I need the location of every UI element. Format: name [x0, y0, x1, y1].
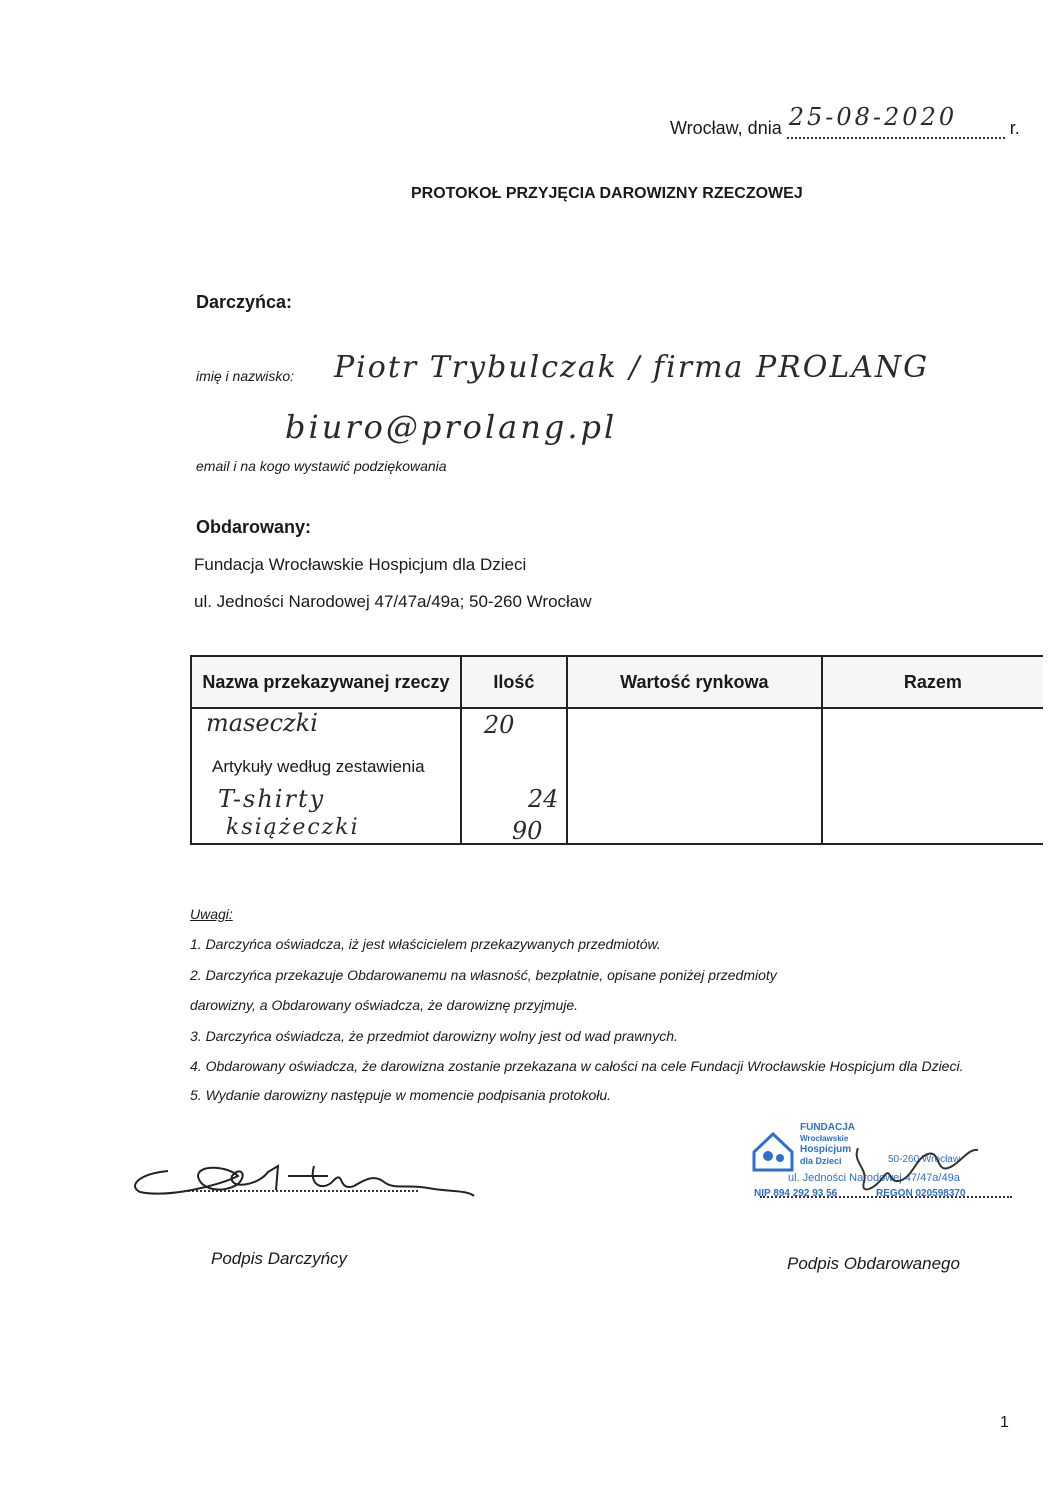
table-row-1-qty: 20 — [483, 711, 515, 739]
stamp-line-3: Hospicjum — [800, 1144, 852, 1155]
table-row-4-qty: 90 — [511, 817, 543, 845]
place-prefix: Wrocław, dnia — [670, 118, 782, 138]
remark-item: 2. Darczyńca przekazuje Obdarowanemu na własność, bezpłatnie, opisane poniżej przedmioty — [190, 967, 777, 983]
recipient-address: ul. Jedności Narodowej 47/47a/49a; 50-260 Wrocław — [194, 592, 592, 611]
stamp-line-2: Wrocławskie — [800, 1134, 849, 1143]
stamp-line-1: FUNDACJA — [800, 1122, 855, 1133]
header-value: Wartość rynkowa — [567, 656, 822, 708]
remark-item: 4. Obdarowany oświadcza, że darowizna zostanie przekazana w całości na cele Fundacji Wrocławskie Hospicjum dla Dzieci. — [190, 1058, 964, 1074]
stamp-line-4: dla Dzieci — [800, 1156, 842, 1166]
date-value: 25-08-2020 — [788, 103, 958, 131]
remark-item: 5. Wydanie darowizny następuje w momencie podpisania protokołu. — [190, 1087, 612, 1103]
stamp-line-8: REGON 020598370 — [876, 1188, 966, 1199]
page-number: 1 — [1000, 1414, 1009, 1431]
remark-item: darowizny, a Obdarowany oświadcza, że darowiznę przyjmuje. — [190, 997, 579, 1013]
stamp-line-7: NIP 894 292 93 56 — [754, 1188, 838, 1199]
header-total: Razem — [822, 656, 1043, 708]
table-cell-total — [822, 708, 1043, 844]
donor-signature — [128, 1146, 488, 1216]
table-cell-value — [567, 708, 822, 844]
house-logo-icon — [750, 1128, 796, 1174]
page-title: PROTOKOŁ PRZYJĘCIA DAROWIZNY RZECZOWEJ — [411, 185, 803, 202]
header-qty: Ilość — [461, 656, 567, 708]
donor-name-value: Piotr Trybulczak / firma PROLANG — [334, 350, 930, 385]
table-row-1-name: maseczki — [206, 709, 318, 737]
recipient-signature-label: Podpis Obdarowanego — [787, 1254, 960, 1273]
date-suffix: r. — [1009, 118, 1020, 138]
date-line — [670, 103, 1020, 139]
donor-email-label: email i na kogo wystawić podziękowania — [196, 458, 447, 474]
remark-item: 1. Darczyńca oświadcza, iż jest właścicielem przekazywanych przedmiotów. — [190, 936, 661, 952]
foundation-stamp — [748, 1122, 1018, 1212]
recipient-name: Fundacja Wrocławskie Hospicjum dla Dzieci — [194, 555, 527, 574]
recipient-heading: Obdarowany: — [196, 517, 312, 537]
remark-item: 3. Darczyńca oświadcza, że przedmiot darowizny wolny jest od wad prawnych. — [190, 1028, 678, 1044]
donor-heading: Darczyńca: — [196, 292, 293, 312]
table-row-3-name: T-shirty — [218, 785, 326, 813]
remarks-heading: Uwagi: — [190, 906, 233, 922]
stamp-line-5: 50-260 Wrocław — [888, 1154, 961, 1165]
stamp-line-6: ul. Jedności Narodowej 47/47a/49a — [788, 1172, 960, 1184]
recipient-signature-line — [760, 1196, 1012, 1198]
table-row-3-qty: 24 — [527, 785, 559, 813]
table-row-2-name: Artykuły według zestawienia — [212, 757, 425, 776]
donor-signature-label: Podpis Darczyńcy — [211, 1249, 348, 1268]
donor-email-value: biuro@prolang.pl — [285, 408, 618, 446]
header-name: Nazwa przekazywanej rzeczy — [191, 656, 461, 708]
table-header-row — [191, 656, 1043, 708]
items-table — [190, 655, 1043, 845]
donor-name-label: imię i nazwisko: — [196, 368, 295, 384]
table-body-row — [191, 708, 1043, 844]
table-row-4-name: książeczki — [226, 815, 360, 840]
